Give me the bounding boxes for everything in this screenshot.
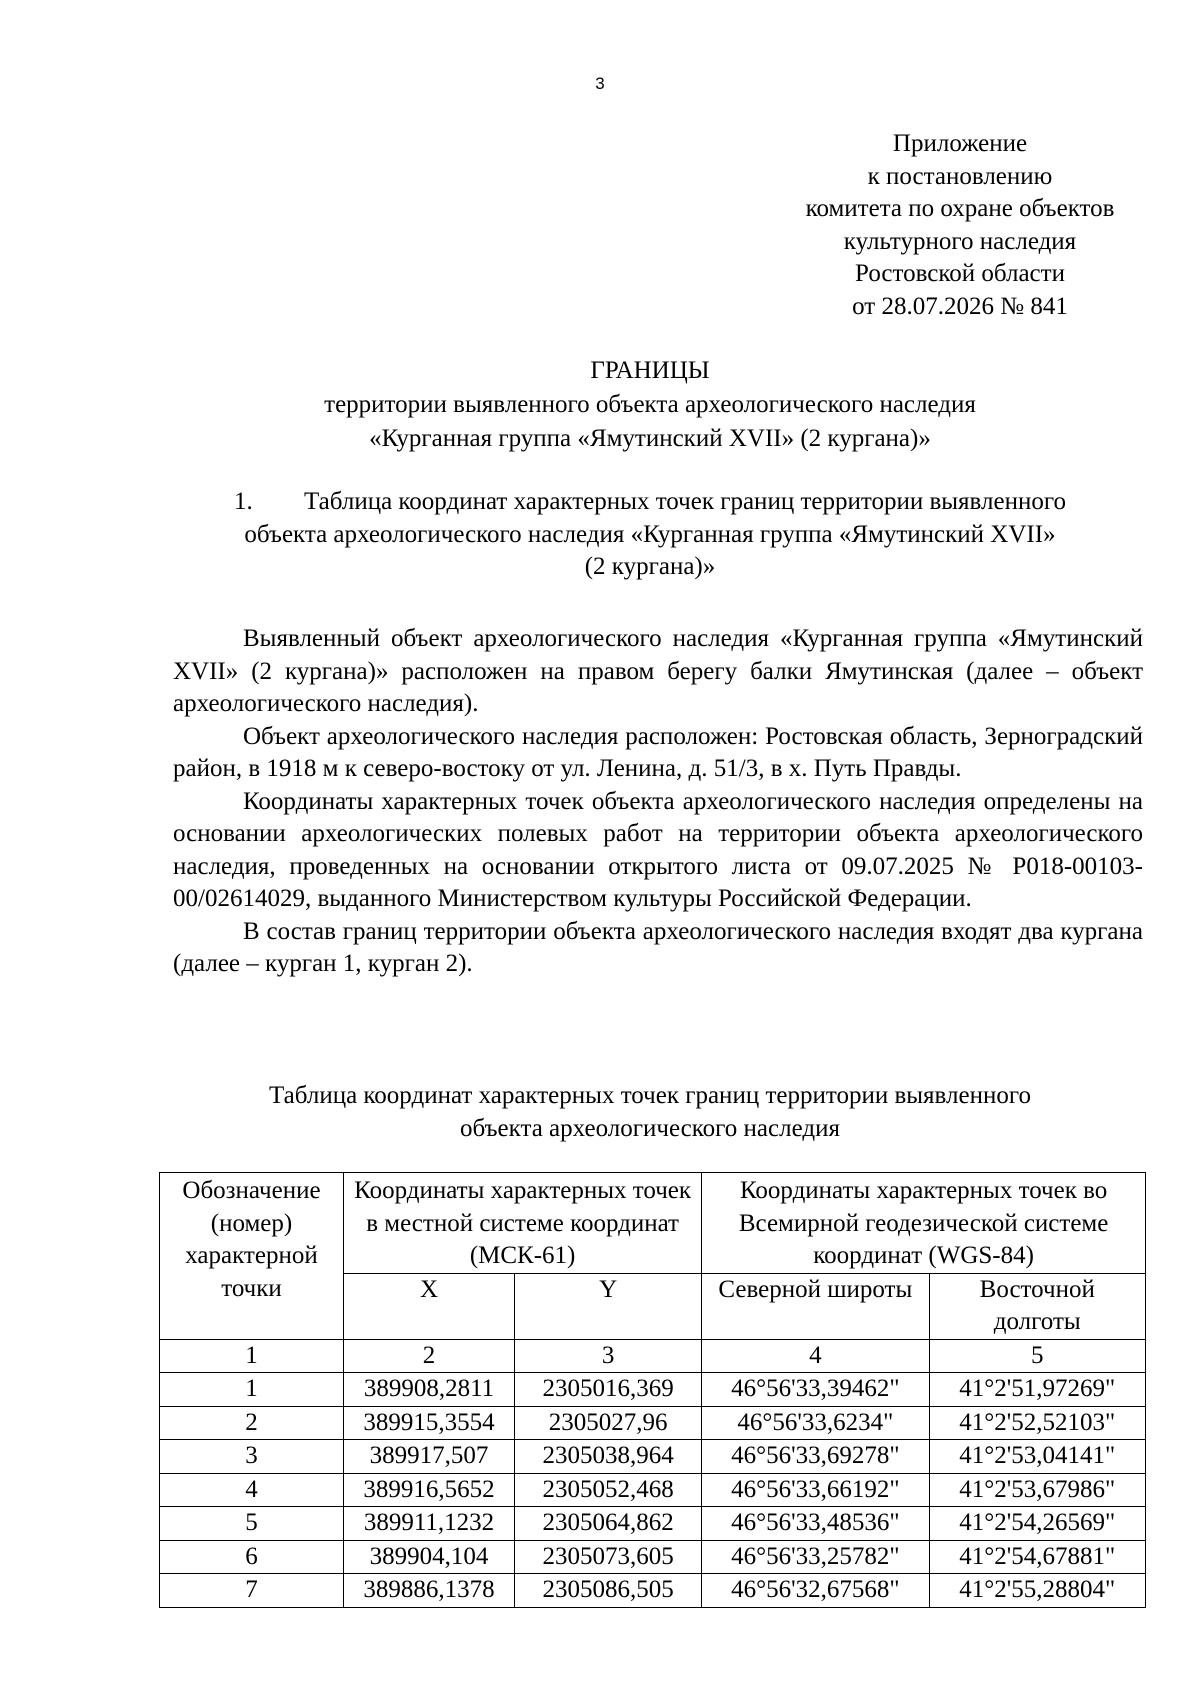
table-row (160, 1574, 1146, 1608)
table-cell: 41°2'54,26569" (929, 1507, 1146, 1541)
table-cell: 46°56'32,67568" (702, 1574, 929, 1608)
title-line: территории выявленного объекта археологического наследия (324, 391, 976, 418)
table-cell: 2 (160, 1406, 344, 1440)
table-cell: 46°56'33,66192" (702, 1473, 929, 1507)
table-cell: 41°2'53,67986" (929, 1473, 1146, 1507)
table-cell: 2305064,862 (514, 1507, 701, 1541)
table-row (160, 1440, 1146, 1474)
appendix-line: от 28.07.2026 № 841 (852, 292, 1068, 320)
header-x: X (343, 1273, 514, 1339)
table-cell: 389886,1378 (343, 1574, 514, 1608)
table-cell: 389915,3554 (343, 1406, 514, 1440)
paragraph: Объект археологического наследия расположен: Ростовская область, Зерноградский район, в 1918 м к северо-востоку от ул. Ленина, д. 51/3, в х. Путь Правды. (173, 722, 1143, 782)
table-row (160, 1507, 1146, 1541)
table-cell: 1 (160, 1373, 344, 1407)
table-cell: 41°2'52,52103" (929, 1406, 1146, 1440)
body-text (173, 623, 1143, 981)
header-point-number: Обозначение (номер) характерной точки (160, 1173, 344, 1340)
table-cell: 2305027,96 (514, 1406, 701, 1440)
table-cell: 2305016,369 (514, 1373, 701, 1407)
table-body (160, 1373, 1146, 1608)
header-longitude: Восточной долготы (929, 1273, 1146, 1339)
table-row (160, 1373, 1146, 1407)
appendix-block (770, 128, 1150, 323)
table-cell: 2305086,505 (514, 1574, 701, 1608)
table-cell: 389911,1232 (343, 1507, 514, 1541)
column-number: 3 (514, 1339, 701, 1373)
table-cell: 389916,5652 (343, 1473, 514, 1507)
section-heading-line: (2 кургана)» (584, 553, 716, 580)
section-heading (190, 486, 1110, 584)
table-cell: 5 (160, 1507, 344, 1541)
section-number: 1. (234, 488, 253, 515)
table-cell: 46°56'33,69278" (702, 1440, 929, 1474)
appendix-line: культурного наследия (843, 227, 1077, 255)
table-cell: 389908,2811 (343, 1373, 514, 1407)
table-cell: 2305038,964 (514, 1440, 701, 1474)
table-cell: 41°2'55,28804" (929, 1574, 1146, 1608)
title-heading: ГРАНИЦЫ (590, 357, 710, 384)
section-heading-line (190, 486, 1110, 519)
table-cell: 2305052,468 (514, 1473, 701, 1507)
table-cell: 46°56'33,6234" (702, 1406, 929, 1440)
appendix-line: к постановлению (867, 162, 1053, 190)
paragraph: В состав границ территории объекта археологического наследия входят два кургана (далее – курган 1, курган 2). (173, 917, 1143, 977)
section-heading-text: Таблица координат характерных точек границ территории выявленного (304, 488, 1066, 515)
table-caption-line: объекта археологического наследия (460, 1114, 840, 1142)
table-row (160, 1540, 1146, 1574)
header-msk-coordinates: Координаты характерных точек в местной системе координат (МСК-61) (343, 1173, 701, 1274)
header-wgs-coordinates: Координаты характерных точек во Всемирной геодезической системе координат (WGS-84) (702, 1173, 1146, 1274)
appendix-line: комитета по охране объектов (805, 195, 1115, 222)
table-cell: 46°56'33,39462" (702, 1373, 929, 1407)
table-cell: 389904,104 (343, 1540, 514, 1574)
header-y: Y (514, 1273, 701, 1339)
table-cell: 46°56'33,25782" (702, 1540, 929, 1574)
paragraph: Координаты характерных точек объекта археологического наследия определены на основании археологических полевых работ на территории объекта археологического наследия, проведенных на основании открытого листа от 09.07.2025 № Р018-00103-00/02614029, выданного Министерством культуры Российской Федерации. (173, 787, 1143, 912)
table-cell: 389917,507 (343, 1440, 514, 1474)
table-row (160, 1473, 1146, 1507)
table-cell: 3 (160, 1440, 344, 1474)
table-caption (200, 1080, 1100, 1145)
document-title (200, 354, 1100, 456)
table-cell: 41°2'53,04141" (929, 1440, 1146, 1474)
table-row (160, 1406, 1146, 1440)
column-number: 1 (160, 1339, 344, 1373)
appendix-line: Ростовской области (855, 260, 1065, 287)
column-number: 2 (343, 1339, 514, 1373)
coordinates-table (159, 1172, 1146, 1608)
table-cell: 4 (160, 1473, 344, 1507)
column-number: 5 (929, 1339, 1146, 1373)
table-caption-line: Таблица координат характерных точек границ территории выявленного (269, 1082, 1031, 1109)
table-cell: 7 (160, 1574, 344, 1608)
column-number: 4 (702, 1339, 929, 1373)
page-number: 3 (595, 74, 605, 93)
table-cell: 2305073,605 (514, 1540, 701, 1574)
section-heading-line: объекта археологического наследия «Курганная группа «Ямутинский XVII» (244, 520, 1056, 548)
title-line: «Курганная группа «Ямутинский XVII» (2 кургана)» (369, 425, 931, 452)
appendix-line: Приложение (892, 130, 1028, 157)
table-cell: 6 (160, 1540, 344, 1574)
paragraph: Выявленный объект археологического наследия «Курганная группа «Ямутинский XVII» (2 кургана)» расположен на правом берегу балки Ямутинская (далее – объект археологического наследия). (173, 625, 1143, 717)
header-latitude: Северной широты (702, 1273, 929, 1339)
table-cell: 41°2'54,67881" (929, 1540, 1146, 1574)
table-cell: 41°2'51,97269" (929, 1373, 1146, 1407)
table-cell: 46°56'33,48536" (702, 1507, 929, 1541)
